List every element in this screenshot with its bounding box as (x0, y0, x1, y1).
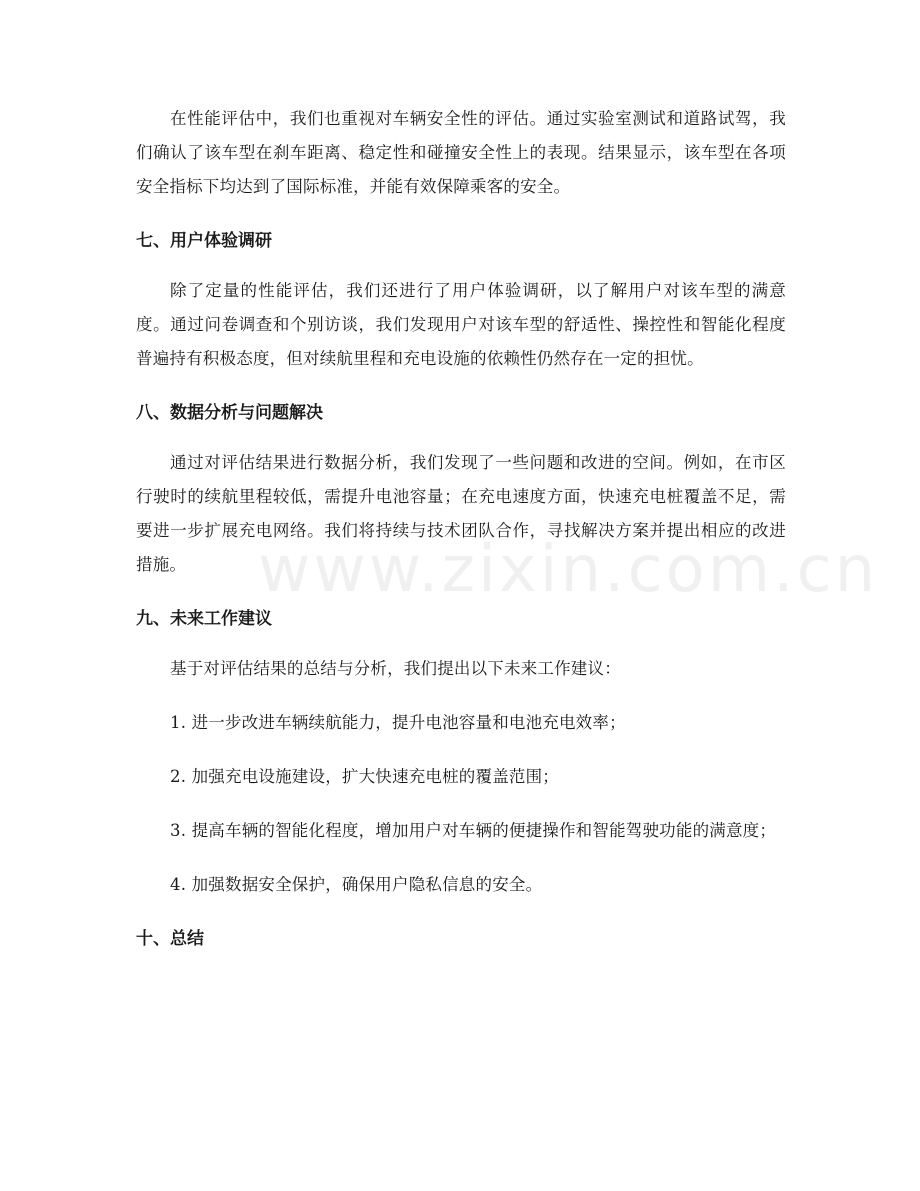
list-item: 4. 加强数据安全保护，确保用户隐私信息的安全。 (170, 875, 543, 894)
document-body (136, 102, 786, 953)
watermark: www.zixin.com.cn (258, 533, 879, 607)
section-heading-summary: 十、总结 (136, 929, 204, 949)
list-item: 2. 加强充电设施建设，扩大快速充电桩的覆盖范围； (170, 767, 559, 786)
paragraph-safety-evaluation: 在性能评估中，我们也重视对车辆安全性的评估。通过实验室测试和道路试驾，我们确认了该车型在刹车距离、稳定性和碰撞安全性上的表现。结果显示，该车型在各项安全指标下均达到了国际标准，并能有效保障乘客的安全。 (136, 109, 786, 196)
paragraph-user-experience: 除了定量的性能评估，我们还进行了用户体验调研，以了解用户对该车型的满意度。通过问卷调查和个别访谈，我们发现用户对该车型的舒适性、操控性和智能化程度普遍持有积极态度，但对续航里程和充电设施的依赖性仍然存在一定的担忧。 (136, 281, 786, 368)
paragraph-data-analysis: 通过对评估结果进行数据分析，我们发现了一些问题和改进的空间。例如，在市区行驶时的续航里程较低，需提升电池容量；在充电速度方面，快速充电桩覆盖不足，需要进一步扩展充电网络。我们将持续与技术团队合作，寻找解决方案并提出相应的改进措施。 (136, 453, 786, 574)
section-heading-data-analysis: 八、数据分析与问题解决 (136, 403, 323, 423)
paragraph-future-work-intro: 基于对评估结果的总结与分析，我们提出以下未来工作建议： (170, 659, 621, 678)
section-heading-future-work: 九、未来工作建议 (136, 609, 272, 629)
list-item: 3. 提高车辆的智能化程度，增加用户对车辆的便捷操作和智能驾驶功能的满意度； (170, 821, 777, 840)
list-item: 1. 进一步改进车辆续航能力，提升电池容量和电池充电效率； (170, 713, 626, 732)
section-heading-user-experience: 七、用户体验调研 (136, 231, 272, 251)
